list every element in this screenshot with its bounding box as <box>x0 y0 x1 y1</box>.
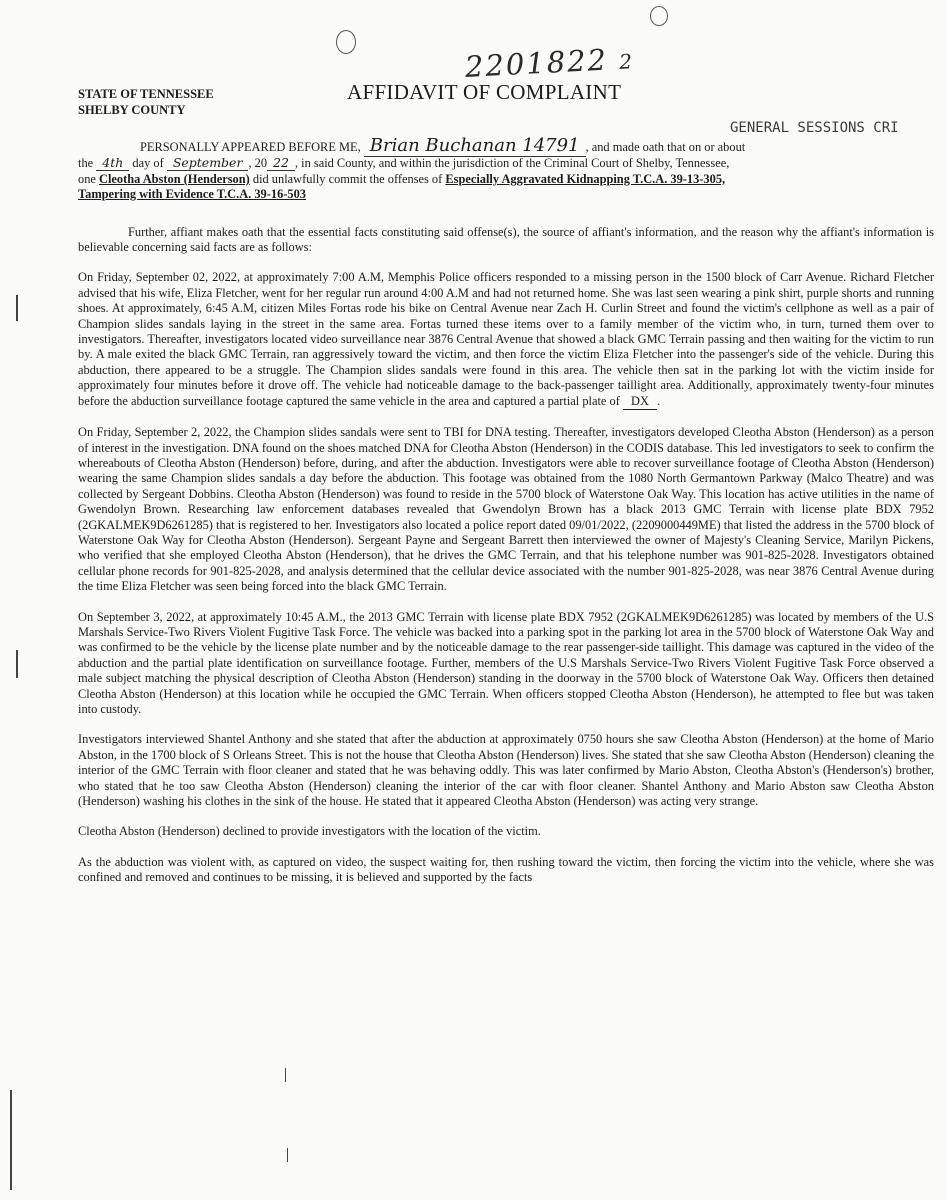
paragraph-dna-evidence: On Friday, September 2, 2022, the Champion slides sandals were sent to TBI for DNA testing. Thereafter, investigators developed Cleotha Abston (Henderson) as a person of interest in the investigation. DNA found on the shoes matched DNA for Cleotha Abston (Henderson) in the CODIS database. This led investigators to seek to confirm the whereabouts of Cleotha Abston (Henderson) before, during, and after the abduction. Investigators were able to recover surveillance footage of Cleotha Abston (Henderson) wearing the same Champion slides sandals a day before the abduction. This footage was obtained from the 1080 North Germantown Parkway (Malco Theatre) and was collected by Sergeant Dobbins. Cleotha Abston (Henderson) was found to reside in the 5700 block of Waterstone Oak Way. This location has active utilities in the name of Gwendolyn Brown. Researching law enforcement databases revealed that Gwendolyn Brown has a black 2013 GMC Terrain with license plate BDX 7952 (2GKALMEK9D6261285) that is registered to her. Investigators also located a police report dated 09/01/2022, (2209000449ME) that listed the address in the 5700 block of Waterstone Oak Way for Cleotha Abston (Henderson). Sergeant Payne and Sergeant Barrett then interviewed the owner of Majesty's Cleaning Service, Marilyn Pickens, who verified that she employed Cleotha Abston (Henderson), that he drives the GMC Terrain, and that his telephone number was 901-825-2028. Investigators obtained cellular phone records for 901-825-2028, and analysis determined that the cellular device associated with the number 901-825-2028, was near 3876 Central Avenue during the time Eliza Fletcher was seen being forced into the black GMC Terrain. <box>78 425 934 594</box>
case-number: 2201822 <box>464 42 609 84</box>
offense-kidnapping: Especially Aggravated Kidnapping T.C.A. 39-13-305, <box>445 171 726 186</box>
jurisdiction-header <box>78 86 214 118</box>
paragraph-end: . <box>656 393 661 408</box>
paragraph-missing-person <box>78 270 934 410</box>
paragraph-witness-interviews: Investigators interviewed Shantel Anthony and she stated that after the abduction at approximately 0750 hours she saw Cleotha Abston (Henderson) at the home of Mario Abston, in the 1700 block of S Orleans Street. This is not the house that Cleotha Abston (Henderson) lives. She stated that she saw Cleotha Abston (Henderson) cleaning the interior of the GMC Terrain with floor cleaner and stated that he was behaving oddly. This was later confirmed by Mario Abston, Cleotha Abston's (Henderson's) brother, who stated that he too saw Cleotha Abston (Henderson) cleaning the interior of the car with floor cleaner. Shantel Anthony and Mario Abston saw Cleotha Abston (Henderson) washing his clothes in the sink of the house. He stated that it appeared Cleotha Abston (Henderson) was acting very strange. <box>78 732 934 809</box>
margin-mark <box>287 1148 288 1162</box>
paragraph-declined: Cleotha Abston (Henderson) declined to provide investigators with the location of the victim. <box>78 824 541 839</box>
margin-mark <box>16 650 18 678</box>
appeared-text: PERSONALLY APPEARED BEFORE ME, <box>140 140 361 154</box>
defendant-name: Cleotha Abston (Henderson) <box>99 171 250 186</box>
margin-mark <box>10 1090 12 1190</box>
year-prefix: , 20 <box>248 156 268 171</box>
court-stamp: GENERAL SESSIONS CRI <box>730 120 899 136</box>
margin-mark <box>285 1068 286 1082</box>
punch-hole-mark <box>336 30 356 54</box>
year-handwritten: 22 <box>267 155 295 171</box>
affidavit-body <box>78 135 934 901</box>
month-handwritten: September <box>167 155 249 171</box>
paragraph-missing-person-text: On Friday, September 02, 2022, at approximately 7:00 A.M, Memphis Police officers responded to a missing person in the 1500 block of Carr Avenue. Richard Fletcher advised that his wife, Eliza Fletcher, went for her regular run around 4:00 A.M and had not returned home. She was last seen wearing a pink shirt, purple shorts and running shoes. At approximately, 6:45 A.M, citizen Miles Fortas rode his bike on Central Avenue near Zach H. Curlin Street and found the victim's cellphone as well as a pair of Champion slides sandals laying in the street in the same area. Fortas turned these items over to a family member of the victim who, in turn, turned them over to investigators. Thereafter, investigators located video surveillance near 3876 Central Avenue that showed a black GMC Terrain passing and then waiting for the victim to run by. A male exited the black GMC Terrain, ran aggressively toward the victim, and then force the victim Eliza Fletcher into the passenger's side of the vehicle. During this abduction, there appeared to be a struggle. The Champion slides sandals were found in this area. The vehicle then sat in the parking lot with the victim inside for approximately four minutes before it drove off. The vehicle had noticeable damage to the back-passenger taillight area. Additionally, approximately twenty-four minutes before the abduction surveillance footage captured the same vehicle in the area and captured a partial plate of <box>78 270 934 408</box>
the-text: the <box>78 156 94 171</box>
facts-intro-paragraph: Further, affiant makes oath that the essential facts constituting said offense(s), the source of affiant's information, and the reason why the affiant's information is believable concerning said facts are as follows: <box>78 224 934 255</box>
case-suffix: 2 <box>618 49 635 74</box>
punch-hole-mark <box>650 6 668 26</box>
state-label: STATE OF TENNESSEE <box>78 87 214 101</box>
offenses-text: did unlawfully commit the offenses of <box>252 171 443 186</box>
document-title: AFFIDAVIT OF COMPLAINT <box>347 80 622 104</box>
one-text: one <box>78 171 96 186</box>
offense-tampering: Tampering with Evidence T.C.A. 39-16-503 <box>78 187 306 202</box>
intro-paragraph <box>78 135 934 203</box>
day-of-text: day of <box>132 156 164 171</box>
oath-text: , and made oath that on or about <box>585 140 746 154</box>
day-handwritten: 4th <box>96 155 129 171</box>
paragraph-vehicle-located: On September 3, 2022, at approximately 10:45 A.M., the 2013 GMC Terrain with license plate BDX 7952 (2GKALMEK9D6261285) was located by members of the U.S Marshals Service-Two Rivers Violent Fugitive Task Force. The vehicle was backed into a parking spot in the parking lot area in the 5700 block of Waterstone Oak Way and was confirmed to be the vehicle by the license plate number and by the noticeable damage to the rear passenger-side taillight. This damage was captured in the video of the abduction and the partial plate identification on surveillance footage. Further, members of the U.S Marshals Service-Two Rivers Violent Fugitive Task Force observed a male subject matching the physical description of Cleotha Abston (Henderson) standing in the doorway in the 5700 block of Waterstone Oak Way. Officers then detained Cleotha Abston (Henderson) at this location while he occupied the GMC Terrain. When officers stopped Cleotha Abston (Henderson), he attempted to flee but was taken into custody. <box>78 609 934 716</box>
affiant-signature: Brian Buchanan 14791 <box>364 135 586 157</box>
county-text: , in said County, and within the jurisdiction of the Criminal Court of Shelby, Tennessee, <box>294 156 730 171</box>
case-number-handwritten <box>464 41 635 84</box>
paragraph-conclusion: As the abduction was violent with, as captured on video, the suspect waiting for, then rushing toward the victim, then forcing the victim into the vehicle, where she was confined and removed and continues to be missing, it is believed and supported by the facts <box>78 854 934 885</box>
partial-plate: DX <box>623 394 657 410</box>
county-label: SHELBY COUNTY <box>78 103 186 117</box>
margin-mark <box>16 295 18 321</box>
